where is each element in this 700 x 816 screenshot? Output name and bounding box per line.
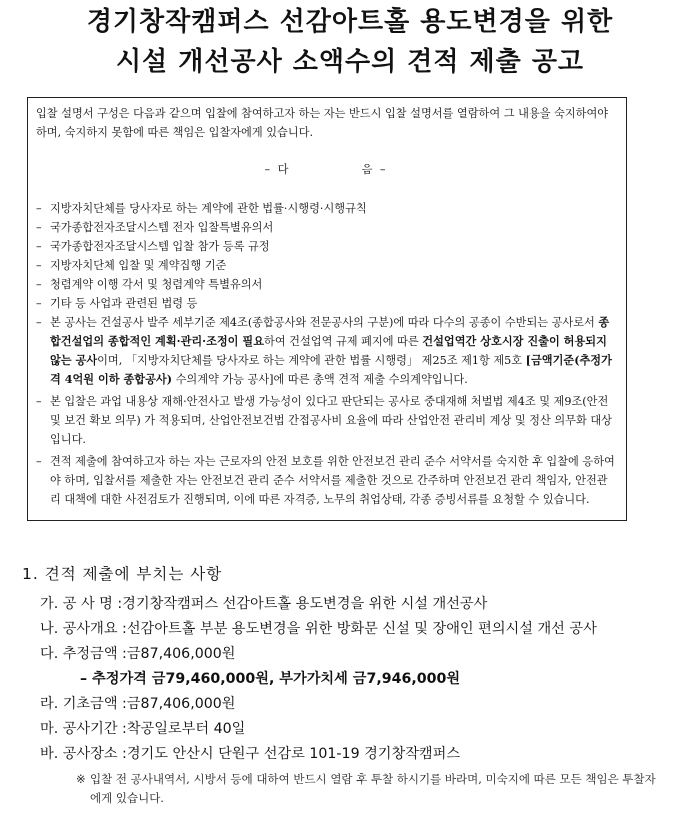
notice-paragraph-pledge: – 견적 제출에 참여하고자 하는 자는 근로자의 안전 보호를 위한 안전보건 관리 준수 서약서를 숙지한 후 입찰에 응하여야 하며, 입찰서를 제출한 자는 안전보건 관리 준수 서약서를 제출한 것으로 간주하며 안전보건 관리 책임자, 안전관리 대책에 대한 사전검토가 진행되며, 이에 따른 자격증, 노무의 취업상태, 각종 증빙서류를 요청할 수 있습니다. xyxy=(36,455,615,506)
document-title xyxy=(0,2,700,83)
bid-note: ※ 입찰 전 공사내역서, 시방서 등에 대하여 반드시 열람 후 투찰 하시기를 바라며, 미숙지에 따른 모든 책임은 투찰자에게 있습니다. xyxy=(76,772,656,805)
regulation-list xyxy=(36,199,616,313)
detail-row-estimate: 다. 추정금액 :금87,406,000원 xyxy=(40,646,236,662)
list-item: – 지방자치단체 입찰 및 계약집행 기준 xyxy=(36,259,227,272)
detail-row-name: 가. 공 사 명 :경기창작캠퍼스 선감아트홀 용도변경을 위한 시설 개선공사 xyxy=(40,596,488,612)
title-line-1: 경기창작캠퍼스 선감아트홀 용도변경을 위한 xyxy=(86,7,614,37)
center-heading-right: 음 – xyxy=(361,163,388,176)
notice-intro: 입찰 설명서 구성은 다음과 같으며 입찰에 참여하고자 하는 자는 반드시 입찰 설명서를 열람하여 그 내용을 숙지하여야 하며, 숙지하지 못함에 따른 책임은 입찰자에게 있습니다. xyxy=(36,107,609,139)
list-item: – 국가종합전자조달시스템 전자 입찰특별유의서 xyxy=(36,221,274,234)
notice-center-heading xyxy=(36,160,616,179)
list-item: – 국가종합전자조달시스템 입찰 참가 등록 규정 xyxy=(36,240,270,253)
detail-row-price-breakdown: – 추정가격 금79,460,000원, 부가가치세 금7,946,000원 xyxy=(80,671,461,687)
list-item: – 청렴계약 이행 각서 및 청렴계약 특별유의서 xyxy=(36,278,263,291)
center-heading-left: – 다 xyxy=(264,163,291,176)
notice-paragraph-safety: – 본 입찰은 과업 내용상 재해·안전사고 발생 가능성이 있다고 판단되는 공사로 중대재해 처벌법 제4조 및 제9조(안전 및 보건 확보 의무) 가 적용되며, 산업안전보건법 간접공사비 요율에 따라 산업안전 관리비 계상 및 정산 의무화 대상입니다. xyxy=(36,395,612,446)
section-heading: 1. 견적 제출에 부치는 사항 xyxy=(22,565,223,583)
list-item: – 지방자치단체를 당사자로 하는 계약에 관한 법률·시행령·시행규칙 xyxy=(36,202,367,215)
notice-box xyxy=(27,97,627,521)
title-line-2: 시설 개선공사 소액수의 견적 제출 공고 xyxy=(115,47,585,78)
notice-paragraph-contract-type: – 본 공사는 건설공사 발주 세부기준 제4조(종합공사와 전문공사의 구분)에 따라 다수의 공종이 수반되는 공사로서 종합건설업의 종합적인 계획·관리·조정이 필요하여 건설업역 규제 폐지에 따른 건설업역간 상호시장 진출이 허용되지 않는 공사이며, 「지방자치단체를 당사자로 하는 계약에 관한 법률 시행령」 제25조 제1항 제5호 [금액기준(추정가격 4억원 이하 종합공사) 수의계약 가능 공사]에 따른 총액 견적 제출 수의계약입니다. xyxy=(36,315,612,386)
detail-row-location: 바. 공사장소 :경기도 안산시 단원구 선감로 101-19 경기창작캠퍼스 xyxy=(40,746,461,762)
list-item: – 기타 등 사업과 관련된 법령 등 xyxy=(36,297,198,310)
detail-row-overview: 나. 공사개요 :선감아트홀 부분 용도변경을 위한 방화문 신설 및 장애인 편의시설 개선 공사 xyxy=(40,621,597,637)
detail-row-base-amount: 라. 기초금액 :금87,406,000원 xyxy=(40,696,236,712)
detail-row-duration: 마. 공사기간 :착공일로부터 40일 xyxy=(40,721,246,737)
bid-details-section xyxy=(22,562,682,808)
